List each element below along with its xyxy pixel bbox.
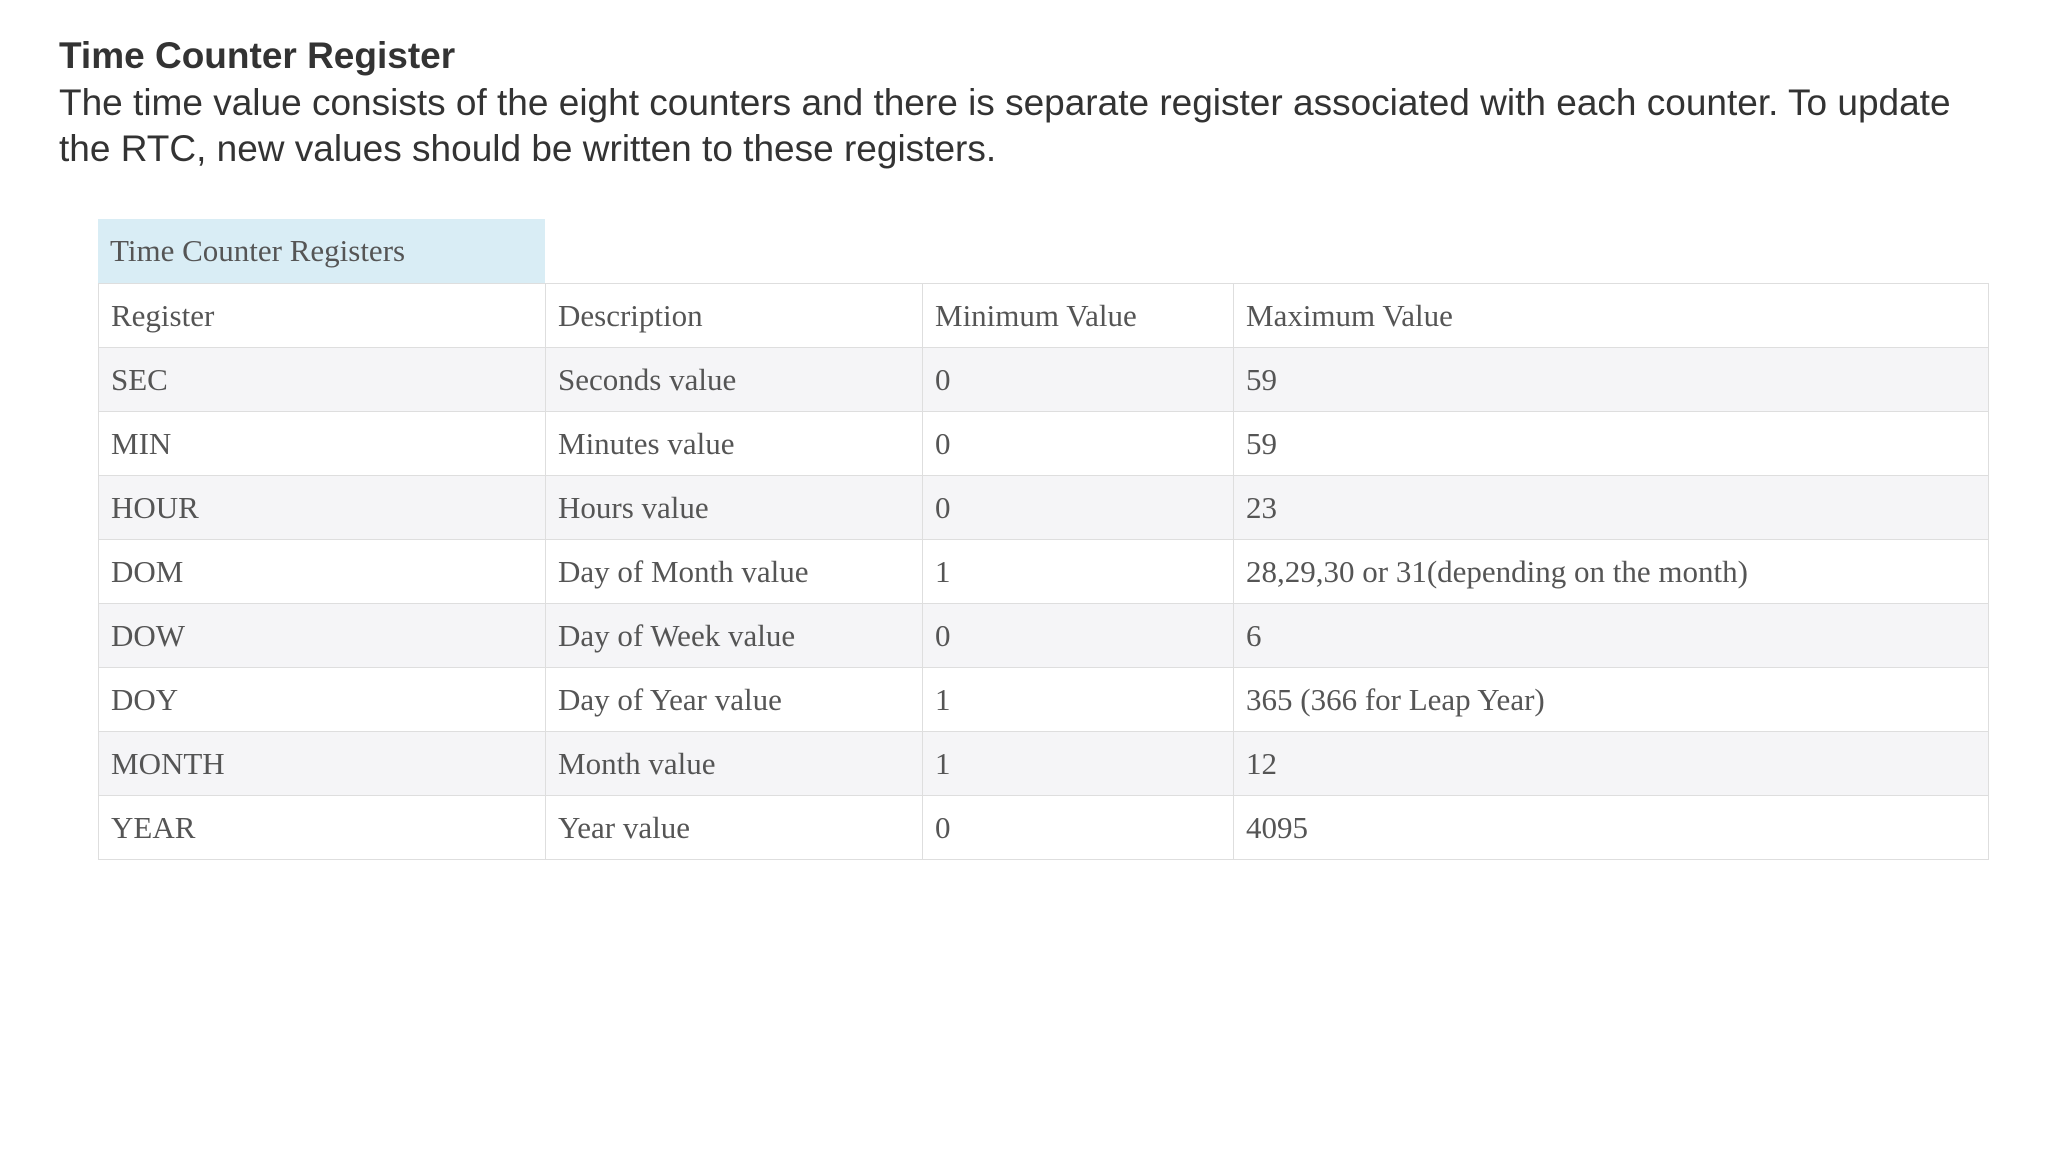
register-cell: DOY xyxy=(99,668,546,732)
minimum-value-cell: 1 xyxy=(923,732,1234,796)
table-row xyxy=(99,348,1989,412)
minimum-value-cell: 0 xyxy=(923,476,1234,540)
minimum-value-cell: 0 xyxy=(923,348,1234,412)
table-row xyxy=(99,732,1989,796)
table-row xyxy=(99,540,1989,604)
maximum-value-cell: 365 (366 for Leap Year) xyxy=(1234,668,1989,732)
maximum-value-cell: 4095 xyxy=(1234,796,1989,860)
register-cell: YEAR xyxy=(99,796,546,860)
description-cell: Month value xyxy=(546,732,923,796)
table-row xyxy=(99,796,1989,860)
description-cell: Year value xyxy=(546,796,923,860)
description-cell: Minutes value xyxy=(546,412,923,476)
minimum-value-cell: 0 xyxy=(923,412,1234,476)
description-cell: Seconds value xyxy=(546,348,923,412)
register-cell: SEC xyxy=(99,348,546,412)
maximum-value-cell: 59 xyxy=(1234,348,1989,412)
maximum-value-cell: 23 xyxy=(1234,476,1989,540)
column-header-description: Description xyxy=(546,284,923,348)
description-cell: Day of Year value xyxy=(546,668,923,732)
minimum-value-cell: 0 xyxy=(923,604,1234,668)
maximum-value-cell: 12 xyxy=(1234,732,1989,796)
minimum-value-cell: 1 xyxy=(923,668,1234,732)
maximum-value-cell: 6 xyxy=(1234,604,1989,668)
column-header-register: Register xyxy=(99,284,546,348)
section-title: Time Counter Register xyxy=(59,35,456,76)
register-cell: HOUR xyxy=(99,476,546,540)
maximum-value-cell: 28,29,30 or 31(depending on the month) xyxy=(1234,540,1989,604)
table-row xyxy=(99,668,1989,732)
register-cell: DOW xyxy=(99,604,546,668)
register-cell: MIN xyxy=(99,412,546,476)
minimum-value-cell: 1 xyxy=(923,540,1234,604)
table-caption: Time Counter Registers xyxy=(98,219,545,283)
table-row xyxy=(99,412,1989,476)
section-description: The time value consists of the eight counters and there is separate register associated with each counter. To update the RTC, new values should be written to these registers. xyxy=(59,82,1951,169)
column-header-minimum-value: Minimum Value xyxy=(923,284,1234,348)
description-cell: Day of Month value xyxy=(546,540,923,604)
intro-section xyxy=(59,32,1999,172)
table-row xyxy=(99,604,1989,668)
minimum-value-cell: 0 xyxy=(923,796,1234,860)
maximum-value-cell: 59 xyxy=(1234,412,1989,476)
description-cell: Hours value xyxy=(546,476,923,540)
register-cell: MONTH xyxy=(99,732,546,796)
column-header-maximum-value: Maximum Value xyxy=(1234,284,1989,348)
table-row xyxy=(99,476,1989,540)
table-header-row xyxy=(99,284,1989,348)
time-counter-registers-table xyxy=(98,283,1989,860)
register-cell: DOM xyxy=(99,540,546,604)
description-cell: Day of Week value xyxy=(546,604,923,668)
